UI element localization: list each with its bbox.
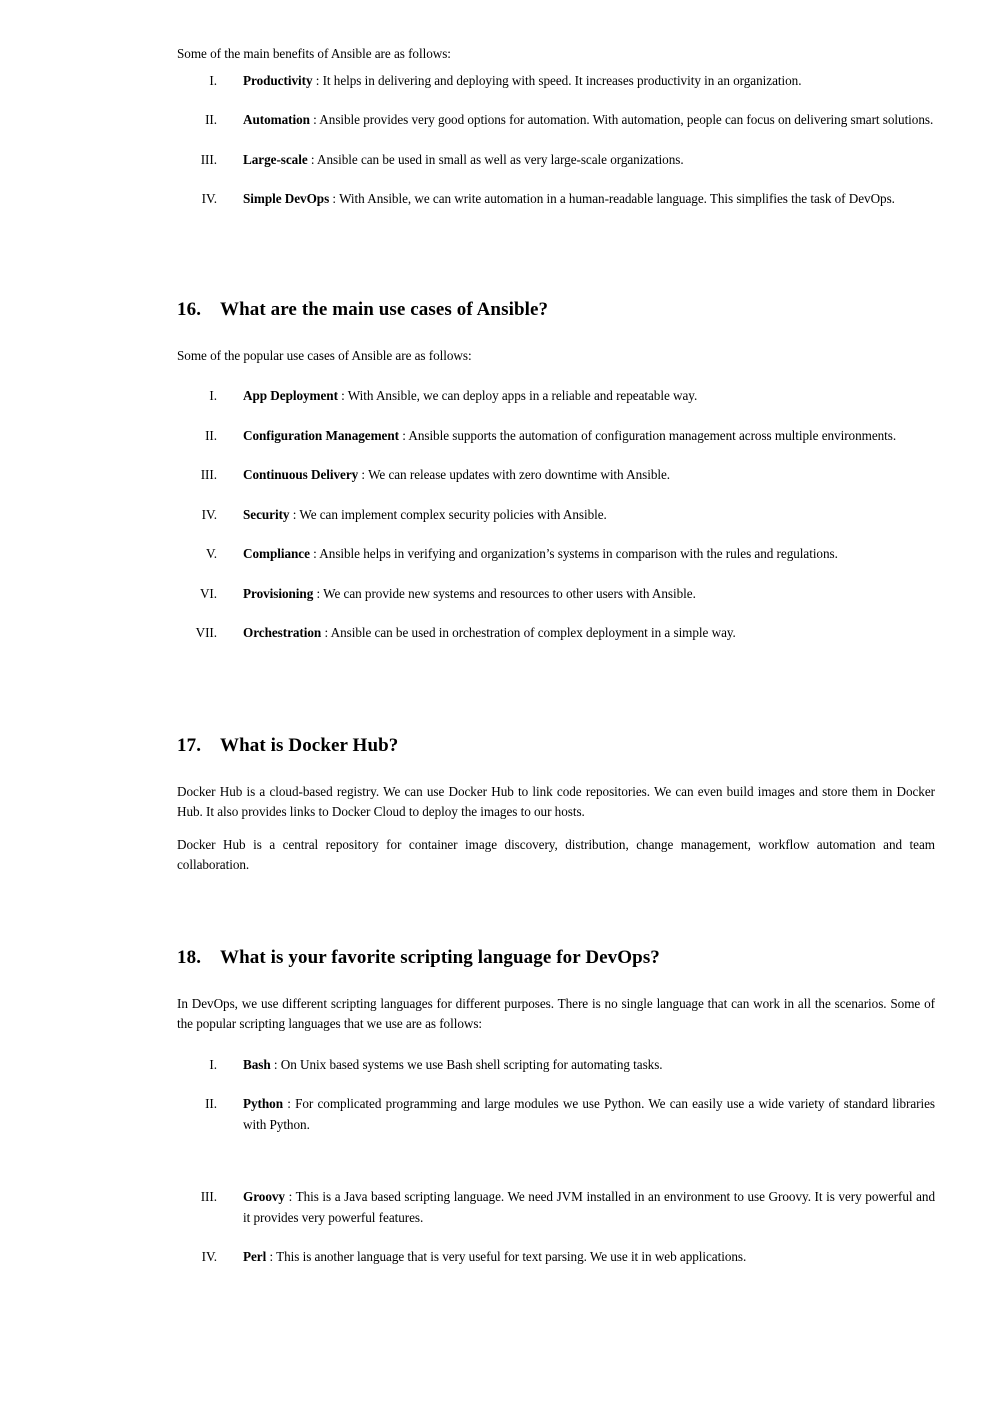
list-item-body xyxy=(243,465,935,486)
list-item-text: Ansible supports the automation of configuration management across multiple environments. xyxy=(408,427,897,443)
list-item-body xyxy=(243,1094,935,1135)
list-item xyxy=(177,71,935,92)
list-item-text: We can provide new systems and resources to other users with Ansible. xyxy=(323,585,696,601)
list-item-term: Security xyxy=(243,506,290,522)
section-spacer xyxy=(177,876,935,946)
list-item-term: Productivity xyxy=(243,72,313,88)
list-item-numeral: VII. xyxy=(195,625,217,640)
list-item-separator: : xyxy=(329,191,340,206)
list-item-term: Automation xyxy=(243,112,310,127)
list-item-separator: : xyxy=(309,112,320,127)
question-17-heading xyxy=(177,734,935,758)
list-item xyxy=(177,465,935,486)
list-item xyxy=(177,189,935,210)
benefits-list xyxy=(177,71,935,210)
list-item-numeral: III. xyxy=(200,467,217,482)
list-item-separator: : xyxy=(307,151,318,167)
list-item-separator: : xyxy=(313,585,324,601)
intro-list-spacer xyxy=(177,1035,935,1055)
list-item xyxy=(177,505,935,526)
question-17-paragraph-1: Docker Hub is a cloud-based registry. We can use Docker Hub to link code repositories. We can even build images and store them in Docker Hub. It also provides links to Docker Cloud to deploy the images to our hosts. xyxy=(177,783,935,819)
list-item-body xyxy=(243,189,935,210)
question-16-title: What are the main use cases of Ansible? xyxy=(220,298,549,320)
list-item-separator: : xyxy=(309,546,320,561)
list-item-numeral: II. xyxy=(205,112,217,127)
list-item-body xyxy=(243,505,935,526)
question-16-list xyxy=(177,386,935,644)
list-item-numeral: IV. xyxy=(201,1249,217,1264)
list-item-term: Large-scale xyxy=(243,151,308,167)
question-17-paragraph-2: Docker Hub is a central repository for container image discovery, distribution, change management, workflow automation and team collaboration. xyxy=(177,836,935,872)
question-17-title: What is Docker Hub? xyxy=(220,734,399,756)
list-item xyxy=(177,110,935,131)
list-item-numeral: VI. xyxy=(199,585,217,601)
list-item-text: It helps in delivering and deploying with speed. It increases productivity in an organization. xyxy=(322,72,802,88)
list-item xyxy=(177,1187,935,1228)
list-item-term: Python xyxy=(243,1096,284,1111)
list-item-numeral: IV. xyxy=(201,506,217,522)
list-item-text: Ansible provides very good options for automation. With automation, people can focus on delivering smart solutions. xyxy=(319,112,934,127)
list-item-term: Groovy xyxy=(243,1189,285,1204)
list-item-text: With Ansible, we can deploy apps in a reliable and repeatable way. xyxy=(347,388,698,403)
list-item-body xyxy=(243,1055,935,1076)
question-18-number: 18. xyxy=(177,946,202,968)
list-item-text: On Unix based systems we use Bash shell scripting for automating tasks. xyxy=(280,1056,663,1072)
list-item-body xyxy=(243,110,935,131)
list-item-separator: : xyxy=(270,1056,281,1072)
list-item-term: Continuous Delivery xyxy=(243,467,359,482)
list-item-numeral: II. xyxy=(205,1096,217,1111)
list-item xyxy=(177,1247,935,1268)
list-item-numeral: I. xyxy=(209,388,217,403)
heading-spacer xyxy=(177,970,935,994)
list-item-separator: : xyxy=(312,72,323,88)
list-item-text: Ansible can be used in orchestration of complex deployment in a simple way. xyxy=(330,625,736,640)
list-item-body xyxy=(243,584,935,605)
list-item xyxy=(177,150,935,171)
list-item-text: We can release updates with zero downtime with Ansible. xyxy=(368,467,671,482)
list-item-text: This is another language that is very useful for text parsing. We use it in web applications. xyxy=(276,1249,747,1264)
list-item-term: Provisioning xyxy=(243,585,314,601)
list-item-numeral: I. xyxy=(209,1056,217,1072)
list-item-body xyxy=(243,1187,935,1228)
list-item-separator: : xyxy=(284,1189,296,1204)
list-item-numeral: III. xyxy=(200,1189,217,1204)
question-16-heading xyxy=(177,298,935,322)
question-18-list xyxy=(177,1055,935,1268)
list-item-term: App Deployment xyxy=(243,388,338,403)
list-item-text: For complicated programming and large modules we use Python. We can easily use a wide variety of standard libraries with Python. xyxy=(243,1096,935,1132)
list-item-body xyxy=(243,150,935,171)
list-item-body xyxy=(243,1247,935,1268)
question-18-intro-paragraph: In DevOps, we use different scripting languages for different purposes. There is no single language that can work in all the scenarios. Some of the popular scripting languages that we use are as follows: xyxy=(177,995,935,1031)
list-item-body xyxy=(243,544,935,565)
list-item xyxy=(177,1094,935,1135)
list-item-term: Perl xyxy=(243,1249,267,1264)
list-item-text: This is a Java based scripting language. We need JVM installed in an environment to use Groovy. It is very powerful and it provides very powerful features. xyxy=(243,1189,935,1225)
list-item-numeral: V. xyxy=(205,546,217,561)
list-item-separator: : xyxy=(289,506,300,522)
list-item xyxy=(177,1055,935,1076)
list-item-separator: : xyxy=(283,1096,296,1111)
question-18-heading xyxy=(177,946,935,970)
section-spacer xyxy=(177,210,935,298)
list-item-body xyxy=(243,386,935,407)
intro-list-spacer xyxy=(177,366,935,386)
list-item-text: We can implement complex security policies with Ansible. xyxy=(299,506,607,522)
list-item-text: Ansible can be used in small as well as very large-scale organizations. xyxy=(317,151,684,167)
list-item-separator: : xyxy=(266,1249,277,1264)
list-item-separator: : xyxy=(398,427,409,443)
list-item-body xyxy=(243,71,935,92)
question-16-intro-paragraph: Some of the popular use cases of Ansible are as follows: xyxy=(177,347,472,363)
list-item-separator: : xyxy=(337,388,348,403)
section-spacer xyxy=(177,644,935,734)
list-item-body xyxy=(243,623,935,644)
list-item-term: Bash xyxy=(243,1056,271,1072)
list-item-numeral: III. xyxy=(200,151,217,167)
list-item-numeral: IV. xyxy=(201,191,217,206)
list-item-numeral: I. xyxy=(209,72,217,88)
list-item xyxy=(177,544,935,565)
list-item-term: Simple DevOps xyxy=(243,191,330,206)
list-item-term: Compliance xyxy=(243,546,310,561)
list-item-term: Configuration Management xyxy=(243,427,399,443)
list-item xyxy=(177,386,935,407)
question-18-title: What is your favorite scripting language for DevOps? xyxy=(220,946,660,968)
question-16-number: 16. xyxy=(177,298,202,320)
list-item xyxy=(177,426,935,447)
list-item-text: With Ansible, we can write automation in a human-readable language. This simplifies the task of DevOps. xyxy=(339,191,895,206)
heading-spacer xyxy=(177,758,935,782)
benefits-intro-paragraph: Some of the main benefits of Ansible are as follows: xyxy=(177,46,451,61)
list-item-separator: : xyxy=(358,467,369,482)
list-item-separator: : xyxy=(321,625,331,640)
list-item-term: Orchestration xyxy=(243,625,322,640)
list-item xyxy=(177,623,935,644)
list-item xyxy=(177,584,935,605)
list-item-body xyxy=(243,426,935,447)
heading-spacer xyxy=(177,322,935,346)
question-17-number: 17. xyxy=(177,734,202,756)
list-item-numeral: II. xyxy=(205,427,217,443)
list-item-text: Ansible helps in verifying and organization’s systems in comparison with the rules and regulations. xyxy=(319,546,838,561)
